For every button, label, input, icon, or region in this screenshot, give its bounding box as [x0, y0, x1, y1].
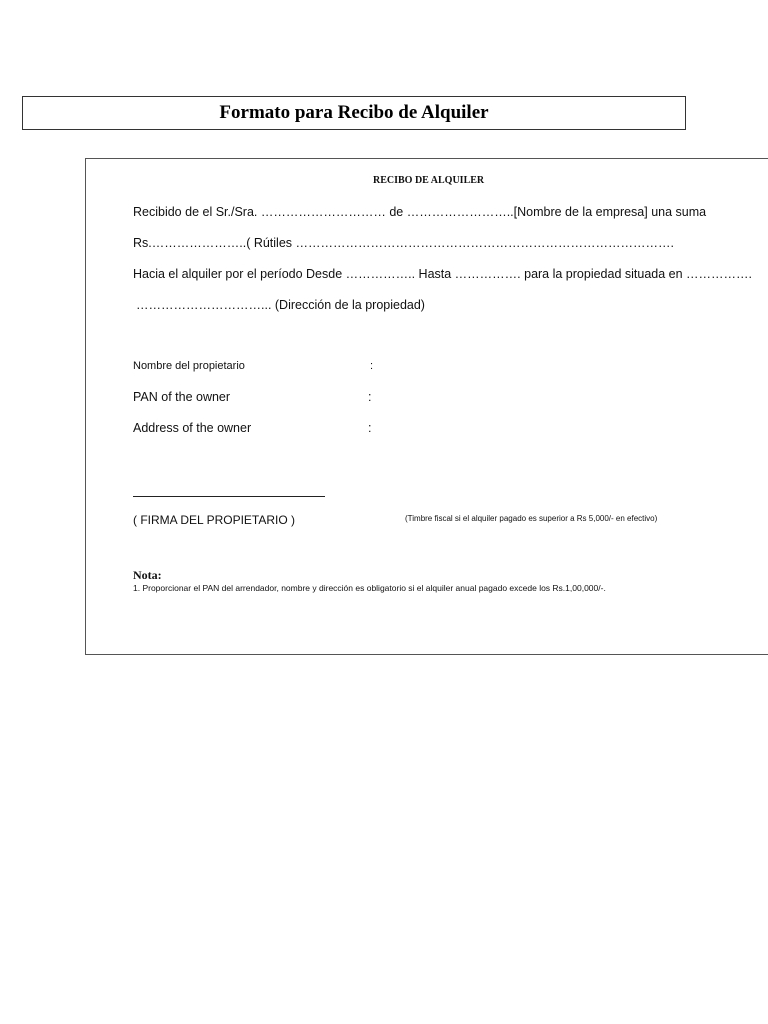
signature-line — [133, 496, 325, 497]
received-from-line: Recibido de el Sr./Sra. ………………………… de ……………………..[Nombre de la empresa] una suma — [133, 205, 707, 219]
document-title: Formato para Recibo de Alquiler — [219, 102, 489, 123]
owner-address-label: Address of the owner — [133, 421, 252, 435]
owner-pan-label: PAN of the owner — [133, 390, 231, 404]
signature-label: ( FIRMA DEL PROPIETARIO ) — [133, 513, 296, 527]
owner-address-colon: : — [368, 421, 372, 435]
receipt-frame — [85, 158, 768, 655]
owner-name-label: Nombre del propietario — [133, 360, 245, 372]
amount-line: Rs.…………………..( Rútiles ………………………………………………………………………………. — [133, 236, 674, 250]
revenue-stamp-note: (Timbre fiscal si el alquiler pagado es superior a Rs 5,000/- en efectivo) — [405, 514, 658, 523]
owner-pan-colon: : — [368, 390, 372, 404]
note-heading: Nota: — [133, 568, 162, 582]
receipt-heading: RECIBO DE ALQUILER — [373, 175, 485, 186]
property-address-line: …………………………... (Dirección de la propiedad) — [136, 298, 425, 312]
note-text: 1. Proporcionar el PAN del arrendador, nombre y dirección es obligatorio si el alquiler anual pagado excede los Rs.1,00,000/-. — [133, 583, 606, 593]
document-title-box — [22, 96, 686, 130]
period-line: Hacia el alquiler por el período Desde …………….. Hasta ……………. para la propiedad situada en ……………. — [133, 267, 753, 281]
owner-name-colon: : — [370, 360, 374, 372]
